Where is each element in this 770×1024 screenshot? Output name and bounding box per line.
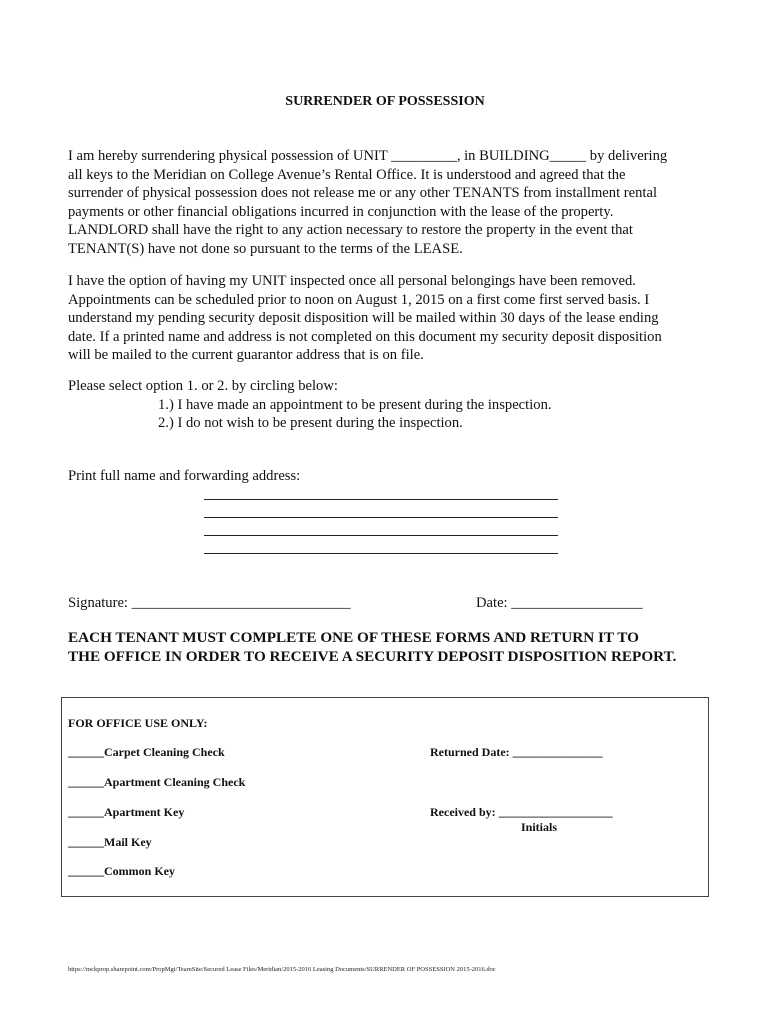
address-line-1[interactable] (204, 499, 558, 500)
paragraph-line: Appointments can be scheduled prior to noon on August 1, 2015 on a first come first served basis. I (68, 291, 650, 308)
common-key-check[interactable]: ______Common Key (68, 864, 175, 878)
notice-line-1: EACH TENANT MUST COMPLETE ONE OF THESE FORMS AND RETURN IT TO (68, 629, 639, 646)
paragraph-line: payments or other financial obligations incurred in conjunction with the lease of the property. (68, 203, 614, 220)
options-prompt: Please select option 1. or 2. by circling below: (68, 378, 338, 394)
paragraph-line: LANDLORD shall have the right to any action necessary to restore the property in the event that (68, 222, 633, 239)
apartment-key-check[interactable]: ______Apartment Key (68, 805, 185, 819)
date-field[interactable]: Date: __________________ (476, 595, 643, 611)
signature-field[interactable]: Signature: ______________________________ (68, 595, 351, 611)
received-by-field[interactable]: Received by: ___________________ (430, 805, 613, 819)
paragraph-line: all keys to the Meridian on College Avenue’s Rental Office. It is understood and agreed that the (68, 166, 626, 183)
paragraph-line: TENANT(S) have not done so pursuant to the terms of the LEASE. (68, 240, 463, 257)
paragraph-line: I have the option of having my UNIT inspected once all personal belongings have been removed. (68, 273, 636, 289)
inspection-paragraph (68, 272, 708, 365)
initials-label: Initials (521, 820, 558, 834)
mail-key-check[interactable]: ______Mail Key (68, 835, 152, 849)
paragraph-line: will be mailed to the current guarantor address that is on file. (68, 347, 424, 364)
paragraph-line: surrender of physical possession does not release me or any other TENANTS from installment rental (68, 185, 658, 202)
apartment-cleaning-check[interactable]: ______Apartment Cleaning Check (68, 775, 246, 789)
paragraph-line: understand my pending security deposit disposition will be mailed within 30 days of the lease ending (68, 310, 659, 327)
address-line-3[interactable] (204, 535, 558, 536)
paragraph-line: date. If a printed name and address is not completed on this document my security deposit disposition (68, 328, 662, 345)
footer-file-path: https://mckprop.sharepoint.com/PropMgt/TeamSite/Secured Lease Files/Meridian/2015-2016 Leasing Documents/SURRENDER OF POSSESSION 2015-2016.doc (68, 966, 496, 973)
page-title: SURRENDER OF POSSESSION (285, 94, 485, 109)
surrender-paragraph (68, 147, 708, 259)
paragraph-line: I am hereby surrendering physical possession of UNIT _________, in BUILDING_____ by delivering (68, 148, 668, 164)
carpet-cleaning-check[interactable]: ______Carpet Cleaning Check (68, 745, 225, 759)
option-2[interactable]: 2.) I do not wish to be present during the inspection. (158, 415, 463, 431)
returned-date-field[interactable]: Returned Date: _______________ (430, 745, 603, 759)
notice-line-2: THE OFFICE IN ORDER TO RECEIVE A SECURITY DEPOSIT DISPOSITION REPORT. (68, 648, 677, 665)
office-heading: FOR OFFICE USE ONLY: (68, 716, 208, 730)
address-line-4[interactable] (204, 553, 558, 554)
address-label: Print full name and forwarding address: (68, 468, 301, 484)
option-1[interactable]: 1.) I have made an appointment to be present during the inspection. (158, 397, 552, 413)
address-line-2[interactable] (204, 517, 558, 518)
